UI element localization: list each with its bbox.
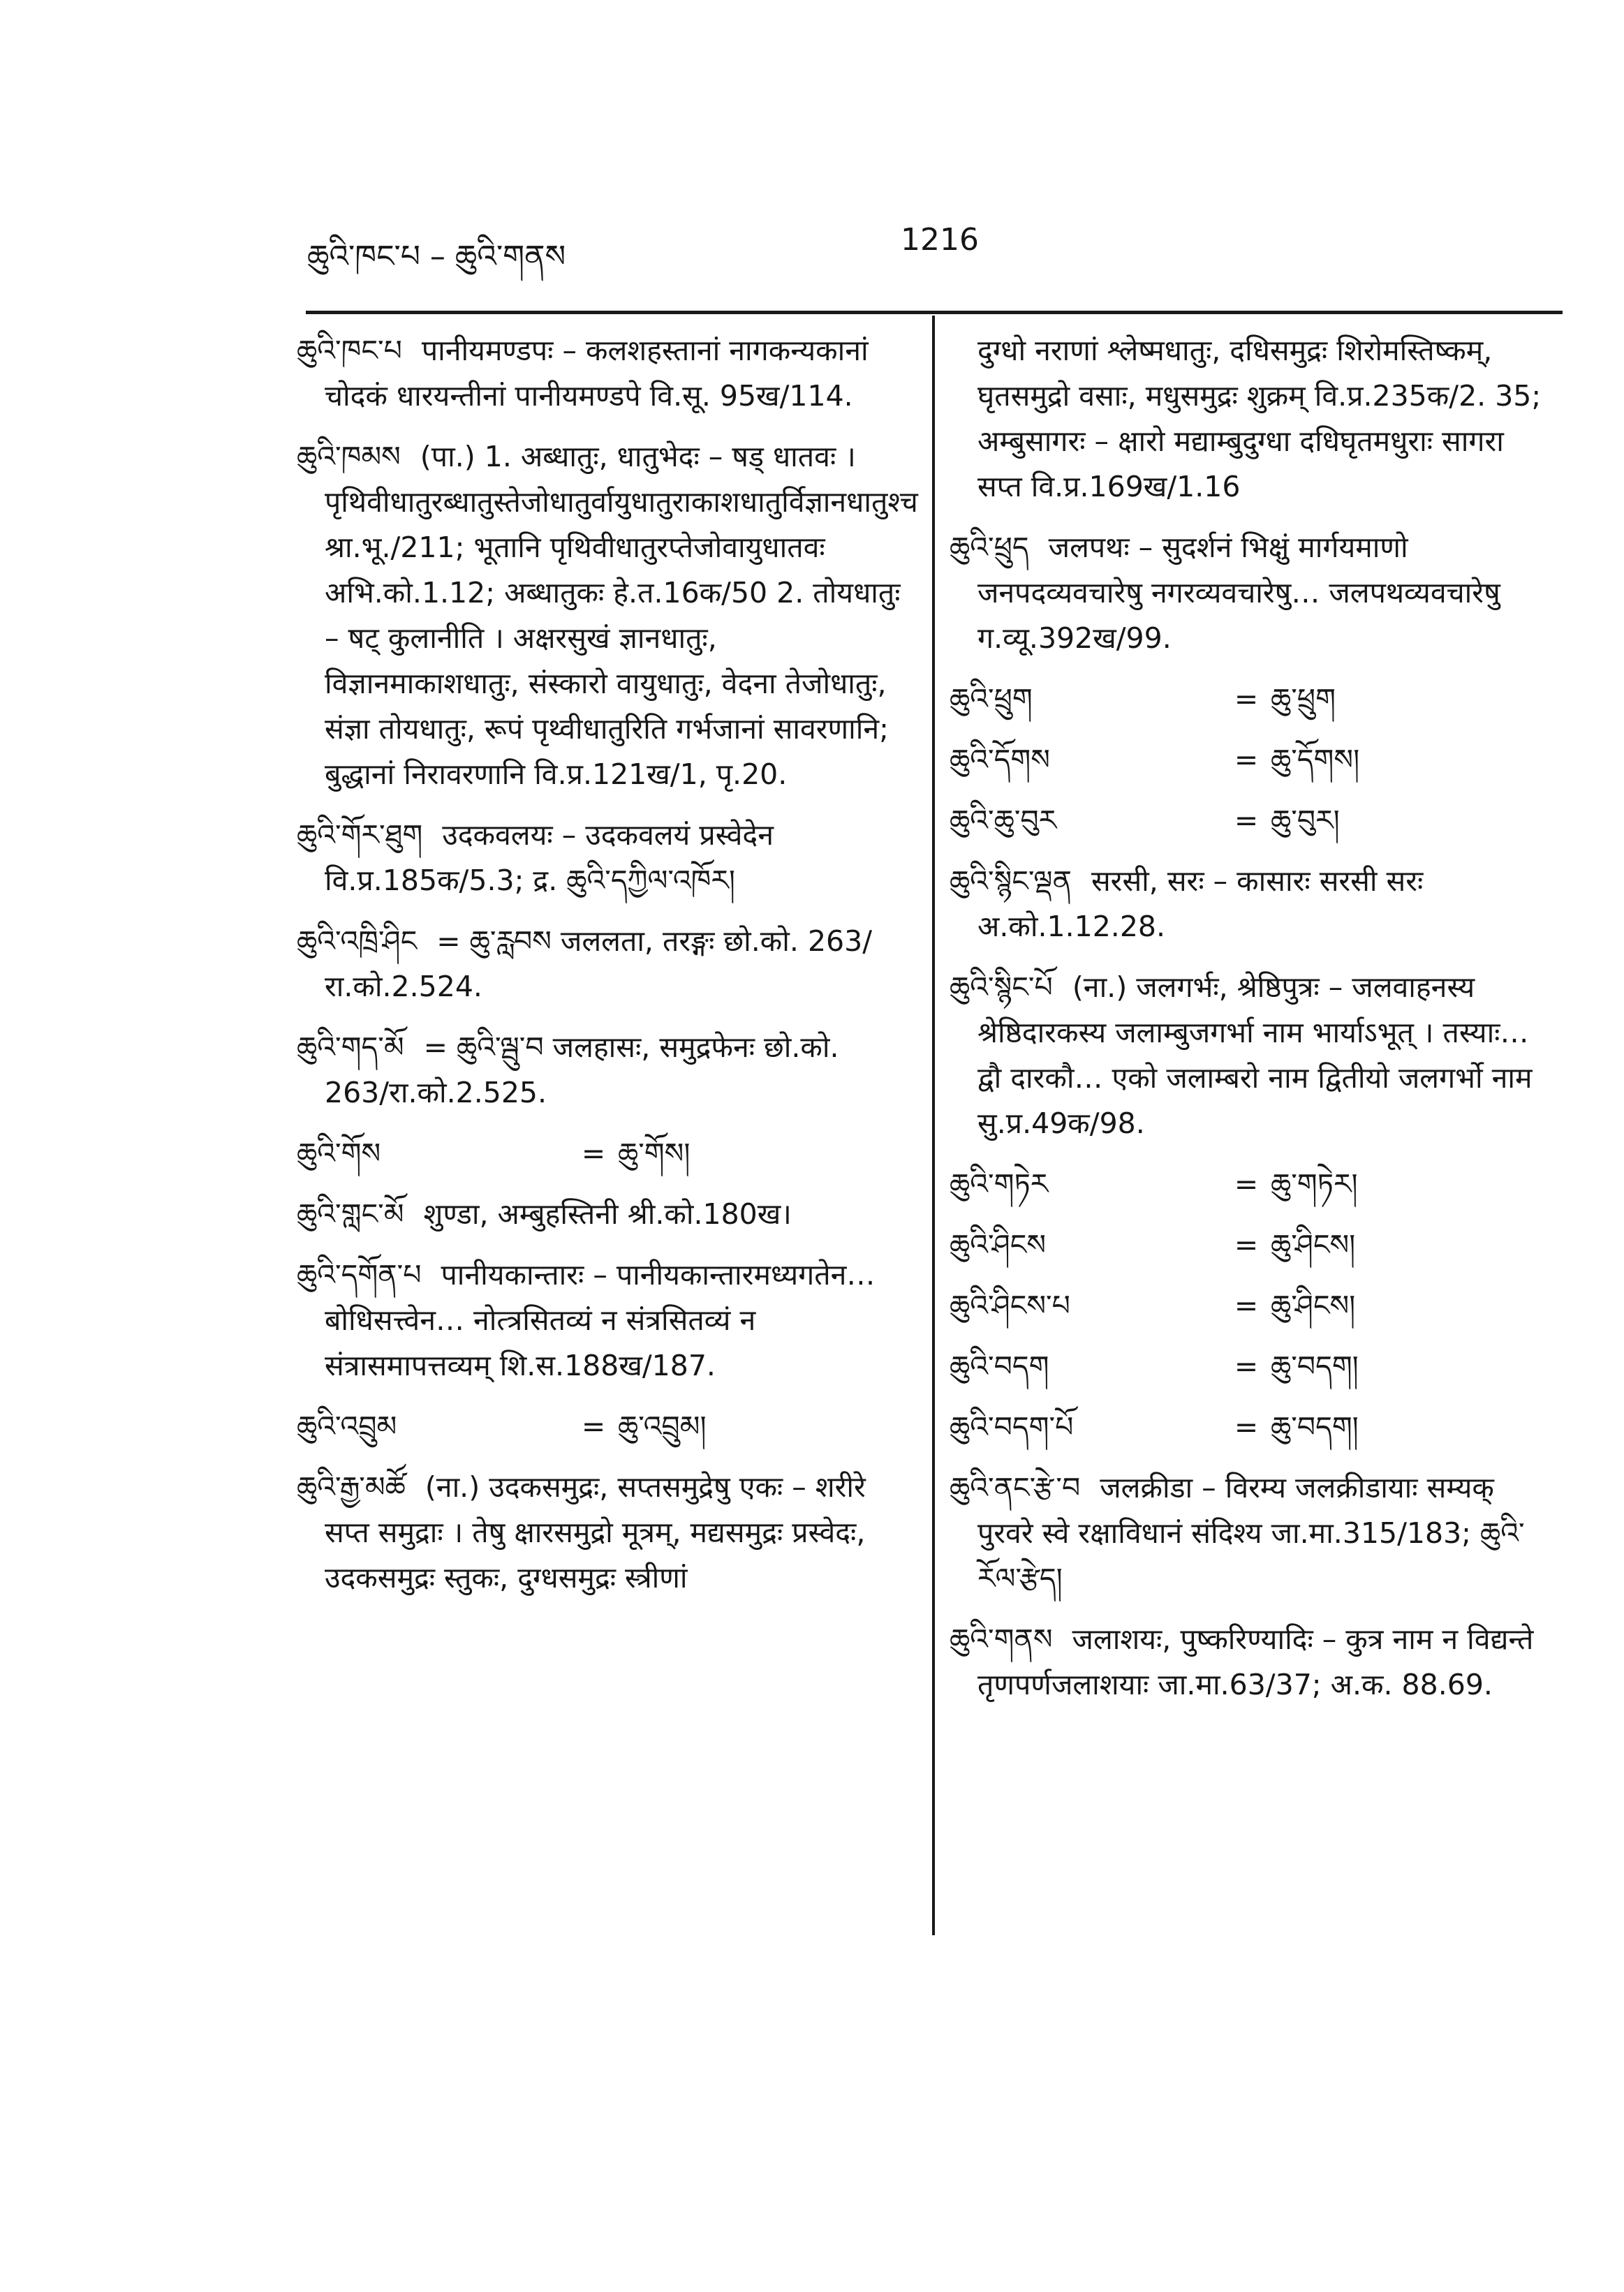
headword: ཆུའི་སྙིང་ལྡན [950,864,1072,898]
entry [297,919,904,1010]
equals-sign: = [1234,1289,1259,1322]
entry [297,1192,904,1237]
headword: ཆུའི་རྒྱ་མཚོ [297,1470,406,1504]
equals-sign: = [1234,743,1259,776]
headword: ཆུའི་ཤིངས་པ [950,1289,1070,1322]
header-rule [306,311,1563,314]
definition: जलपथः – सुदर्शनं भिक्षुं मार्गयमाणो जनपदव्यवचारेषु नगरव्यवचारेषु… जलपथव्यवचारेषु ग.व्यू.392ख/99. [977,531,1500,655]
headword: ཆུའི་འབྲུམ [297,1410,397,1443]
xref-target: ཆུ་འབྲུམ། [618,1410,707,1443]
xref-target: ཆུ་ཤིངས། [1271,1228,1356,1262]
equals-sign: = [1234,1350,1259,1383]
cross-reference [297,1131,904,1176]
headword: ཆུའི་གོས [297,1137,381,1170]
entry [950,859,1550,949]
equals-sign: = [1234,1167,1259,1201]
definition: (पा.) 1. अब्धातुः, धातुभेदः – षड् धातवः । पृथिवीधातुरब्धातुस्तेजोधातुर्वायुधातुराकाशधातुर्विज्ञानधातुश्च श्रा.भू./211; भूतानि पृथिवीधातुरप्तेजोवायुधातवः अभि.को.1.12; अब्धातुकः हे.त.16क/50 2. तोयधातुः – षट् कुलानीति । अक्षरसुखं ज्ञानधातुः, विज्ञानमाकाशधातुः, संस्कारो वायुधातुः, वेदना तेजोधातुः, संज्ञा तोयधातुः, रूपं पृथ्वीधातुरिति गर्भजानां सावरणानि; बुद्धानां निरावरणानि वि.प्र.121ख/1, पृ.20. [325,440,918,791]
headword: ཆུའི་ཕྲུད [950,531,1029,564]
page-number: 1216 [901,222,979,258]
headword: ཆུའི་གནས [950,1622,1053,1656]
continued-definition: दुग्धो नराणां श्लेष्मधातुः, दधिसमुद्रः शिरोमस्तिष्कम्, घृतसमुद्रो वसाः, मधुसमुद्रः शुक्रम् वि.प्र.235क/2. 35; अम्बुसागरः – क्षारो मद्याम्बुदुग्धा दधिघृतमधुराः सागरा सप्त वि.प्र.169ख/1.16 [977,334,1542,503]
headword: ཆུའི་འཁྲི་ཤིང [297,924,418,958]
entry [297,434,918,797]
headword: ཆུའི་ནང་རྩེ་བ [950,1471,1081,1504]
cross-reference [950,1344,1550,1389]
headword: ཆུའི་ཁམས [297,440,401,473]
headword: ཆུའི་གོར་ཐུག [297,818,423,852]
definition: उदकवलयः – उदकवलयं प्रस्वेदेन वि.प्र.185क/5.3; द्र. ཆུའི་དཀྱིལ་འཁོར། [325,818,774,897]
entry [950,965,1550,1146]
headword: ཆུའི་དོགས [950,743,1050,776]
column-divider [932,316,935,1935]
headword: ཆུའི་སྙིང་པོ [950,970,1053,1004]
cross-reference [297,1404,904,1449]
entry [950,525,1550,661]
definition: जलक्रीडा – विरम्य जलक्रीडायाः सम्यक् पुरवरे स्वे रक्षाविधानं संदिश्य जा.मा.315/183; ཆུའི་རོལ་རྩེད། [977,1471,1525,1595]
equals-sign: = [1234,1410,1259,1444]
definition: (ना.) उदकसमुद्रः, सप्तसमुद्रेषु एकः – शरीरे सप्त समुद्राः । तेषु क्षारसमुद्रो मूत्रम्, मद्यसमुद्रः प्रस्वेदः, उदकसमुद्रः स्तुकः, दुग्धसमुद्रः स्त्रीणां [325,1470,866,1595]
entry [297,328,904,419]
cross-reference [950,1283,1550,1329]
headword: ཆུའི་ཁང་པ [297,334,402,367]
entry [297,1025,904,1116]
xref-target: ཆུ་གོས། [618,1137,691,1170]
definition: सरसी, सरः – कासारः सरसी सरः अ.को.1.12.28. [977,864,1424,943]
headword: ཆུའི་ཤིངས [950,1228,1047,1262]
headword: ཆུའི་ཆུ་བུར [950,804,1057,837]
equals-sign: = [581,1410,606,1443]
entry [297,1252,904,1389]
cross-reference [950,737,1550,783]
definition: (ना.) जलगर्भः, श्रेष्ठिपुत्रः – जलवाहनस्य श्रेष्ठिदारकस्य जलाम्बुजगर्भा नाम भार्याऽभूत् । तस्याः… द्वौ दारकौ… एको जलाम्बरो नाम द्वितीयो जलगर्भो नाम सु.प्र.49क/98. [977,970,1533,1140]
cross-reference [950,1222,1550,1268]
definition: पानीयकान्तारः – पानीयकान्तारमध्यगतेन… बोधिसत्त्वेन… नोत्त्रसितव्यं न संत्रसितव्यं न संत्रासमापत्तव्यम् शि.स.188ख/187. [325,1258,876,1382]
page-header [307,222,991,274]
definition: = ཆུ་རླབས जललता, तरङ्गः छो.को. 263/रा.को.2.524. [325,924,873,1003]
definition: पानीयमण्डपः – कलशहस्तानां नागकन्यकानां चोदकं धारयन्तीनां पानीयमण्डपे वि.सू. 95ख/114. [325,334,869,413]
xref-target: ཆུ་དོགས། [1271,743,1360,776]
entry [950,1617,1550,1708]
left-column [297,328,918,1616]
xref-target: ཆུ་ཤིངས། [1271,1289,1356,1322]
headword: ཆུའི་གད་མོ [297,1030,404,1064]
right-column [950,328,1550,1723]
equals-sign: = [1234,1228,1259,1262]
entry [950,1465,1550,1602]
equals-sign: = [581,1137,606,1170]
entry [297,813,904,903]
xref-target: ཆུ་བདག། [1271,1350,1359,1383]
headword: ཆུའི་ཕྲུག [950,682,1033,716]
headword: ཆུའི་དགོན་པ [297,1258,422,1292]
xref-target: ཆུ་བདག། [1271,1410,1359,1444]
headword: ཆུའི་གླང་མོ [297,1197,404,1231]
definition: = ཆུའི་ལྦུ་བ जलहासः, समुद्रफेनः छो.को. 263/रा.को.2.525. [325,1030,839,1109]
running-head: ཆུའི་ཁང་པ – ཆུའི་གནས [307,239,566,274]
xref-target: ཆུ་གཏེར། [1271,1167,1358,1201]
equals-sign: = [1234,804,1259,837]
cross-reference [950,1162,1550,1207]
xref-target: ཆུ་བུར། [1271,804,1340,837]
xref-target: ཆུ་ཕྲུག [1271,682,1336,716]
definition: शुण्डा, अम्बुहस्तिनी श्री.को.180ख। [423,1197,792,1231]
entry [297,1465,904,1601]
definition: जलाशयः, पुष्करिण्यादिः – कुत्र नाम न विद्यन्ते तृणपर्णजलाशयाः जा.मा.63/37; अ.क. 88.69. [977,1622,1534,1701]
cross-reference [950,1405,1550,1450]
headword: ཆུའི་གཏེར [950,1167,1049,1201]
cross-reference [950,676,1550,722]
equals-sign: = [1234,682,1259,716]
cross-reference [950,798,1550,843]
headword: ཆུའི་བདག་པོ [950,1410,1074,1444]
headword: ཆུའི་བདག [950,1350,1049,1383]
